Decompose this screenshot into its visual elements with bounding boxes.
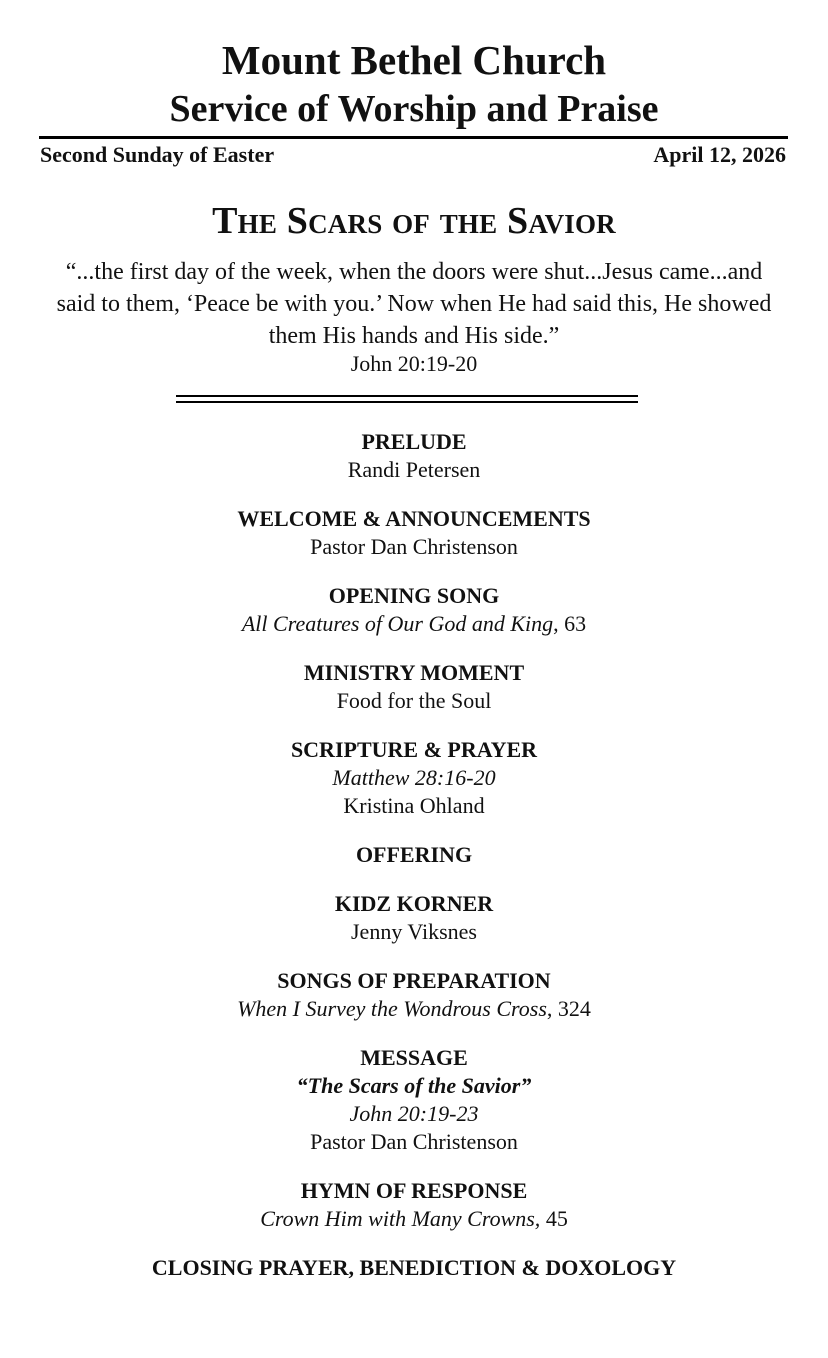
item-leader: Randi Petersen [347,457,481,482]
item-title: SCRIPTURE & PRAYER [290,737,538,762]
order-item-hymn-of-response [0,1177,828,1233]
hymn-number: , 324 [546,996,591,1021]
item-title: WELCOME & ANNOUNCEMENTS [237,506,591,531]
theme-quote: “...the first day of the week, when the doors were shut...Jesus came...and said to them, ‘Peace be with you.’ Now when He had said this, He showed them His hands and His side.” [56,259,772,349]
item-title: OFFERING [355,842,473,867]
order-item-prelude [0,428,828,484]
church-name: Mount Bethel Church [221,37,607,83]
order-item-songs-of-preparation [0,967,828,1023]
theme-quote-reference: John 20:19-20 [350,351,478,376]
item-leader: Kristina Ohland [343,793,485,818]
item-leader: Pastor Dan Christenson [310,534,518,559]
item-detail: Food for the Soul [336,688,492,713]
item-song-line [0,1205,828,1233]
liturgical-day: Second Sunday of Easter [40,142,275,167]
song-title: All Creatures of Our God and King [241,611,554,636]
song-title: Crown Him with Many Crowns, [260,1206,541,1231]
item-leader: Jenny Viksnes [351,919,477,944]
order-item-message [0,1044,828,1156]
theme-title: The Scars of the Savior [212,200,616,242]
order-item-offering [0,841,828,869]
item-title: MINISTRY MOMENT [303,660,525,685]
song-title: When I Survey the Wondrous Cross [237,996,547,1021]
item-title: HYMN OF RESPONSE [300,1178,528,1203]
order-item-scripture [0,736,828,820]
item-title: OPENING SONG [328,583,500,608]
item-leader: Pastor Dan Christenson [310,1129,518,1154]
order-item-welcome [0,505,828,561]
order-item-kidz-korner [0,890,828,946]
order-item-ministry-moment [0,659,828,715]
item-title: CLOSING PRAYER, BENEDICTION & DOXOLOGY [151,1255,677,1280]
item-title: PRELUDE [361,429,467,454]
scripture-passage: John 20:19-23 [349,1101,479,1126]
header-divider [39,136,788,139]
service-date: April 12, 2026 [653,142,786,167]
item-title: MESSAGE [360,1045,468,1070]
order-item-opening-song [0,582,828,638]
order-of-worship [0,428,828,1303]
item-song-line [0,995,828,1023]
hymn-number: 45 [540,1206,568,1231]
service-name: Service of Worship and Praise [169,88,659,130]
order-item-closing [0,1254,828,1282]
section-divider [176,395,638,403]
item-title: SONGS OF PREPARATION [277,968,551,993]
sermon-title: “The Scars of the Savior” [296,1073,532,1098]
hymn-number: , 63 [553,611,587,636]
item-song-line [0,610,828,638]
scripture-passage: Matthew 28:16-20 [332,765,496,790]
item-title: KIDZ KORNER [334,891,494,916]
